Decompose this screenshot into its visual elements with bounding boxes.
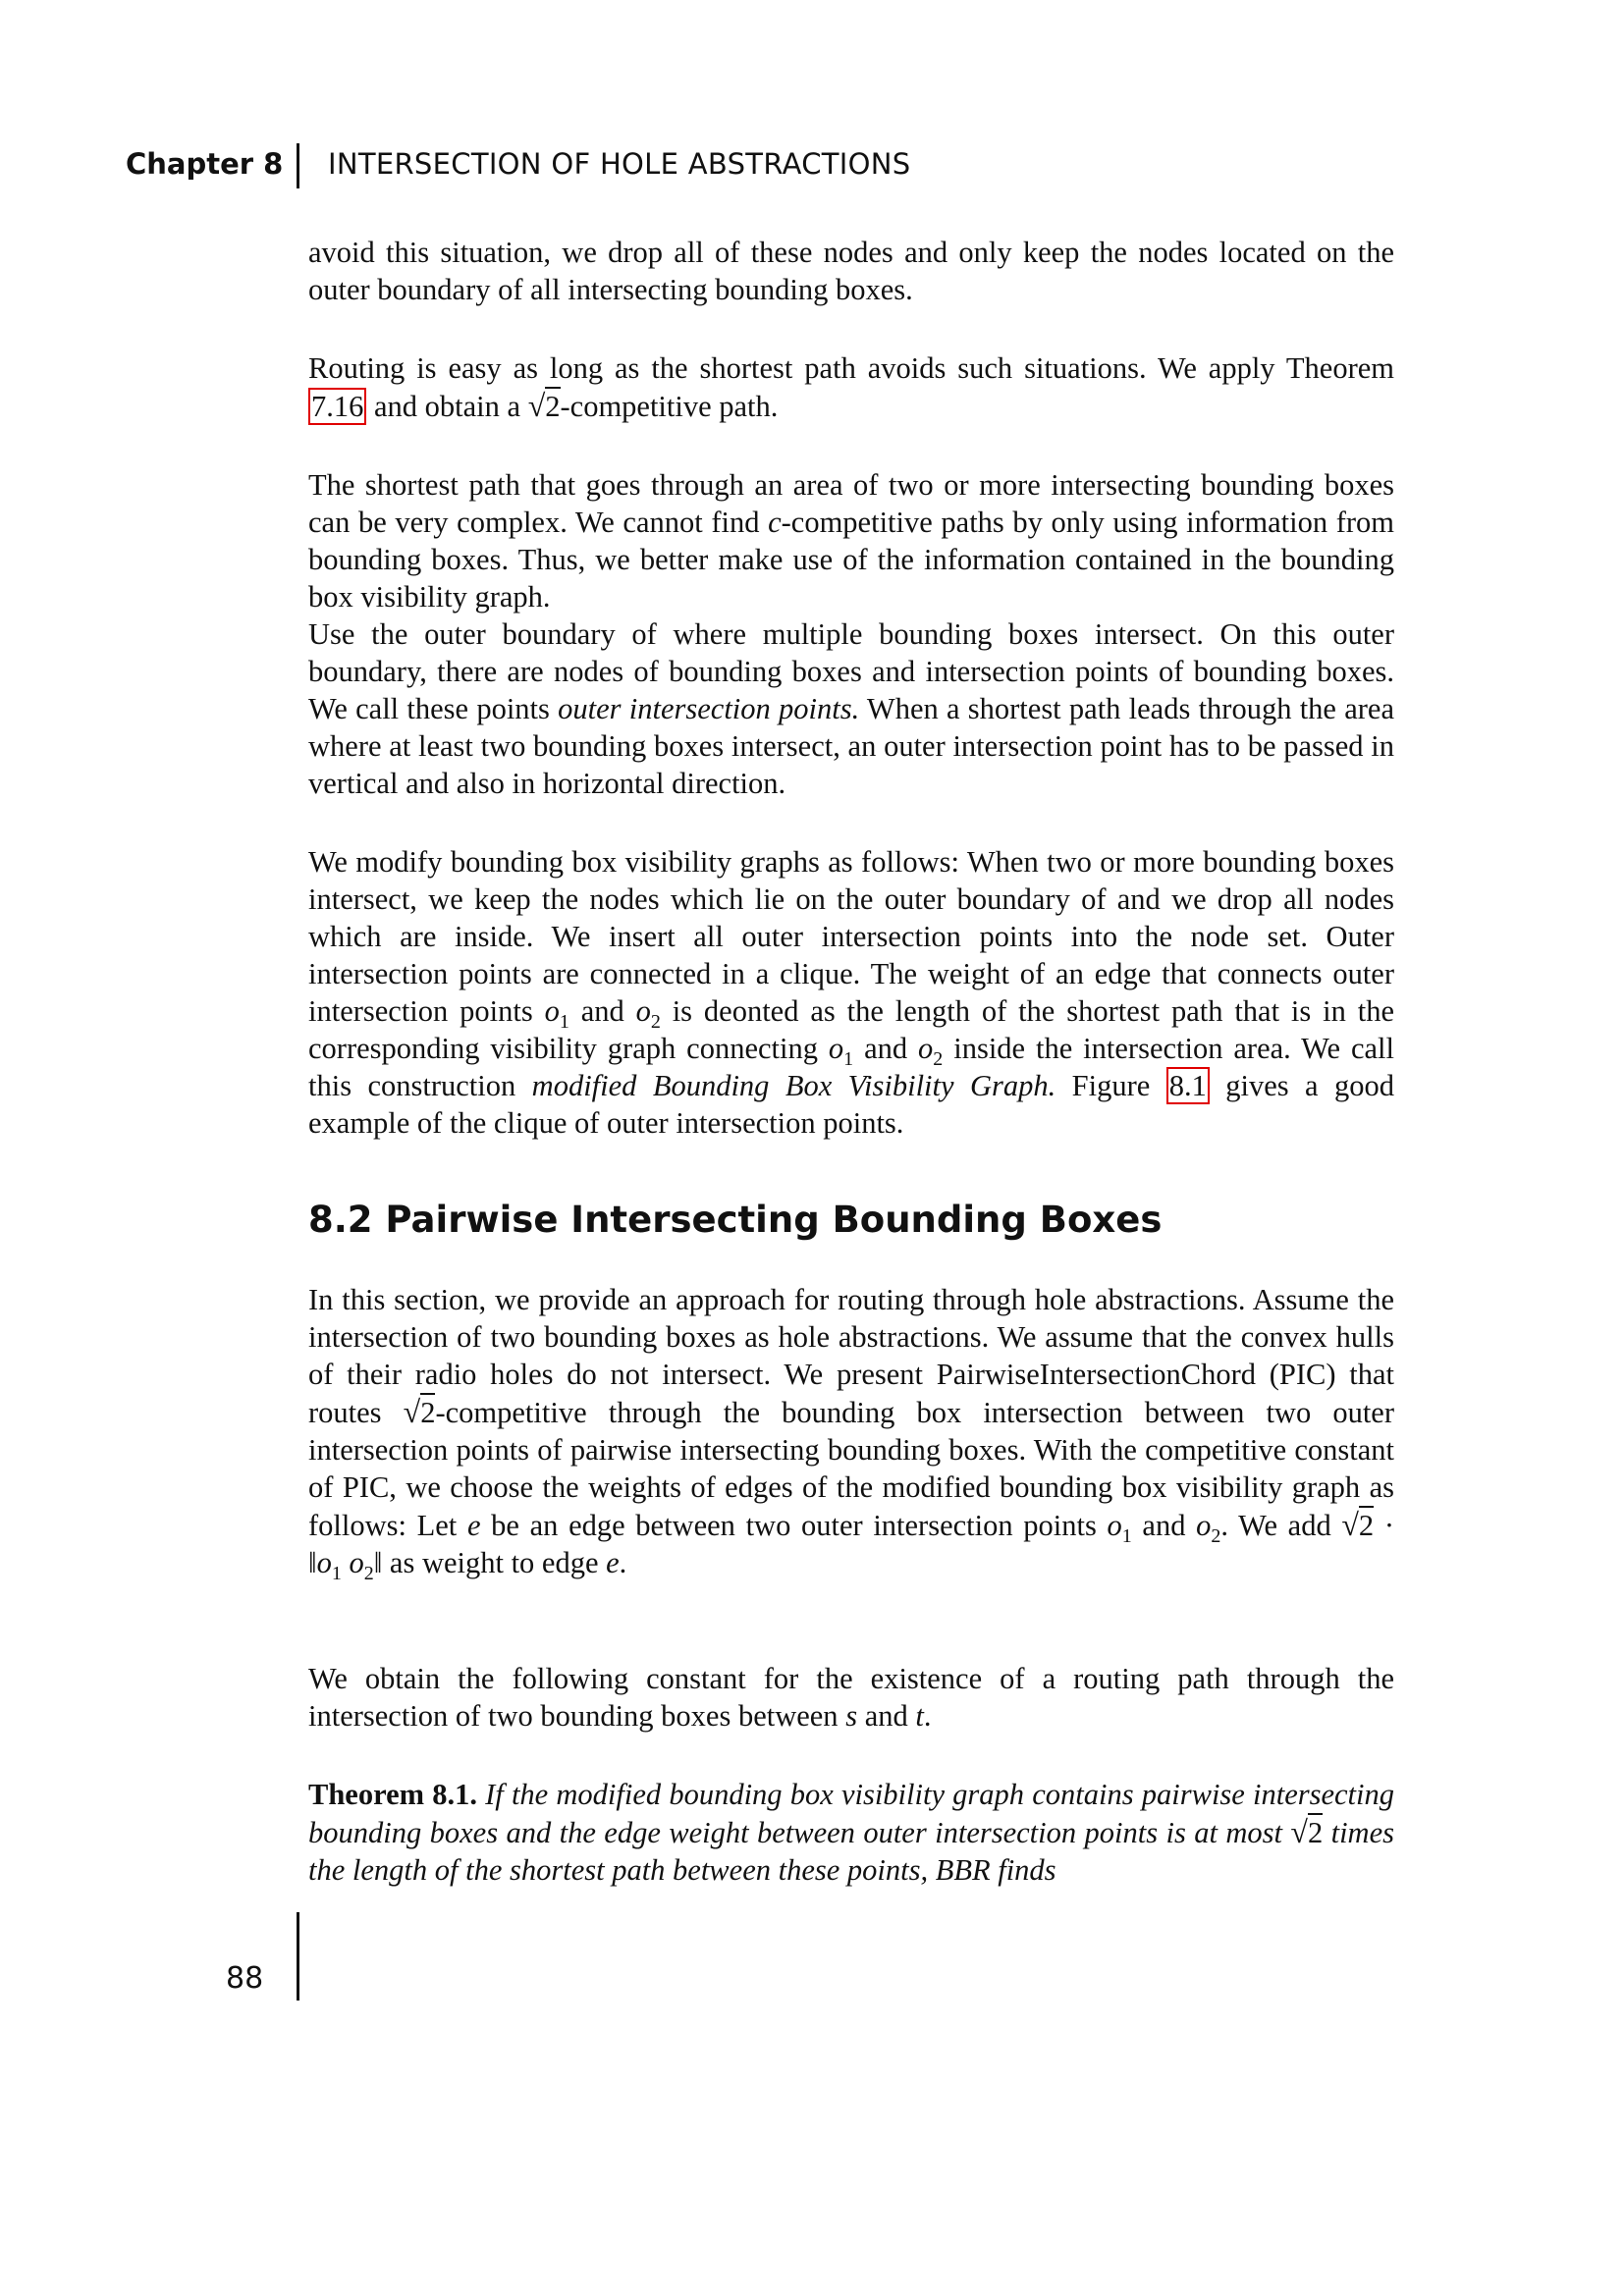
page-number: 88	[226, 1961, 264, 1996]
paragraph-7: We obtain the following constant for the existence of a routing path through the intersection of two bounding boxes between s and t.	[308, 1662, 1394, 1733]
norm-expression: $‖o_1$ $o_2‖$	[308, 1546, 383, 1585]
main-text	[308, 234, 1394, 1889]
paragraph-3: The shortest path that goes through an area of two or more intersecting bounding boxes can be very complex. We cannot find c-competitive paths by only using information from bounding boxes. Thus, we better make use of the information contained in the bounding box visibility graph.	[308, 468, 1395, 614]
paragraph-2: Routing is easy as long as the shortest path avoids such situations. We apply Theorem 7.16 and obtain a √2-competitive path.	[308, 351, 1394, 423]
footer-divider	[297, 1912, 299, 2001]
paragraph-4: Use the outer boundary of where multiple bounding boxes intersect. On this outer boundary, there are nodes of bounding boxes and intersection points of bounding boxes. We call these points outer intersection points. When a shortest path leads through the area where at least two bounding boxes intersect, an outer intersection point has to be passed in vertical and also in horizontal direction.	[308, 617, 1394, 800]
theorem-8-1: Theorem 8.1. If the modified bounding box visibility graph contains pairwise intersecting bounding boxes and the edge weight between outer intersection points is at most √2 times the length of the shortest path between these points, BBR finds	[308, 1778, 1394, 1887]
paragraph-1: avoid this situation, we drop all of these nodes and only keep the nodes located on the outer boundary of all intersecting bounding boxes.	[308, 236, 1394, 306]
theorem-ref-link[interactable]: 7.16	[308, 388, 366, 425]
sqrt-2: √2	[403, 1394, 436, 1429]
figure-ref-link[interactable]: 8.1	[1166, 1067, 1210, 1104]
paragraph-5: We modify bounding box visibility graphs as follows: When two or more bounding boxes intersect, we keep the nodes which lie on the outer boundary of and we drop all nodes which are inside. We insert all outer intersection points into the node set. Outer intersection points are connected in a clique. The weight of an edge that connects outer intersection points $o_1$ and $o_2$ is deonted as the length of the shortest path that is in the corresponding visibility graph connecting $o_1$ and $o_2$ inside the intersection area. We call this construction modified Bounding Box Visibility Graph. Figure 8.1 gives a good example of the clique of outer intersection points.	[308, 845, 1394, 1140]
sqrt-2: √2	[1341, 1507, 1375, 1542]
chapter-title: INTERSECTION OF HOLE ABSTRACTIONS	[328, 147, 911, 181]
header-divider	[297, 143, 299, 188]
theorem-label: Theorem 8.1.	[308, 1778, 477, 1811]
sqrt-2: √2	[1290, 1814, 1324, 1849]
paragraph-6: In this section, we provide an approach for routing through hole abstractions. Assume the intersection of two bounding boxes as hole abstractions. We assume that the convex hulls of their radio holes do not intersect. We present PairwiseIntersectionChord (PIC) that routes √2-competitive through the bounding box intersection between two outer intersection points of pairwise intersecting bounding boxes. With the competitive constant of PIC, we choose the weights of edges of the modified bounding box visibility graph as follows: Let e be an edge between two outer intersection points $o_1$ and $o_2$. We add $√2 \cdot ‖o_1$ $o_2‖$ as weight to edge e.	[308, 1283, 1394, 1585]
chapter-label: Chapter 8	[126, 147, 284, 181]
sqrt-2: √2	[527, 388, 561, 423]
section-heading: 8.2 Pairwise Intersecting Bounding Boxes	[308, 1199, 1163, 1241]
